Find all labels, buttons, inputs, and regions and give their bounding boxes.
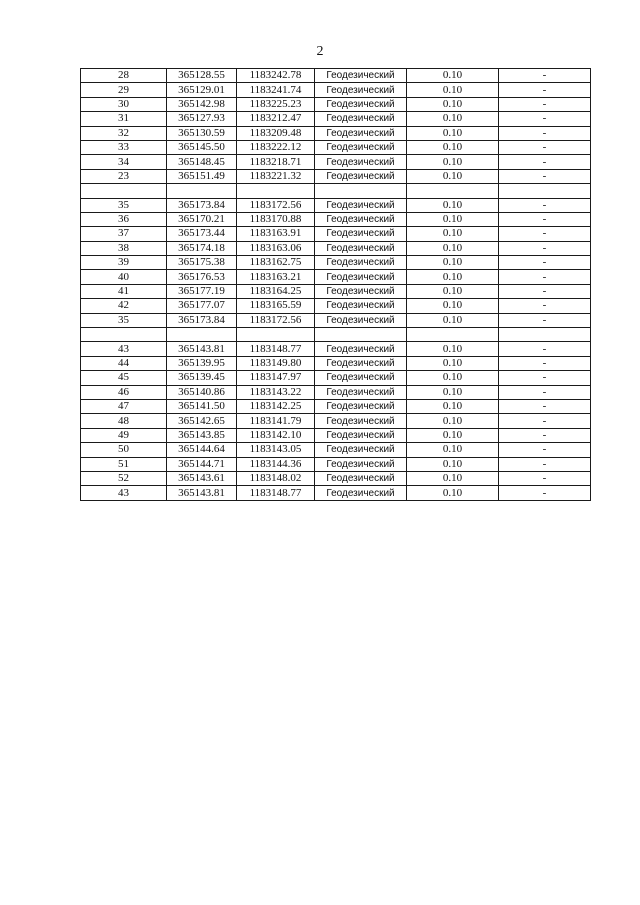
x-coordinate-cell: 365143.61 bbox=[167, 471, 237, 485]
table-row bbox=[81, 371, 591, 385]
error-cell: 0.10 bbox=[407, 169, 499, 183]
page-number: 2 bbox=[316, 44, 324, 59]
table-row-separator bbox=[81, 328, 591, 342]
method-cell: Геодезический bbox=[315, 342, 407, 356]
table-row bbox=[81, 486, 591, 500]
table-row bbox=[81, 457, 591, 471]
table-row bbox=[81, 342, 591, 356]
x-coordinate-cell: 365141.50 bbox=[167, 399, 237, 413]
point-number-cell: 43 bbox=[81, 342, 167, 356]
x-coordinate-cell: 365173.44 bbox=[167, 227, 237, 241]
method-cell: Геодезический bbox=[315, 212, 407, 226]
x-coordinate-cell: 365130.59 bbox=[167, 126, 237, 140]
method-cell: Геодезический bbox=[315, 356, 407, 370]
note-cell: - bbox=[499, 155, 591, 169]
method-cell: Геодезический bbox=[315, 169, 407, 183]
coordinates-table-body bbox=[81, 69, 591, 501]
empty-cell bbox=[237, 184, 315, 198]
y-coordinate-cell: 1183148.02 bbox=[237, 471, 315, 485]
table-row bbox=[81, 198, 591, 212]
error-cell: 0.10 bbox=[407, 112, 499, 126]
note-cell: - bbox=[499, 471, 591, 485]
error-cell: 0.10 bbox=[407, 227, 499, 241]
error-cell: 0.10 bbox=[407, 414, 499, 428]
error-cell: 0.10 bbox=[407, 299, 499, 313]
x-coordinate-cell: 365128.55 bbox=[167, 69, 237, 83]
method-cell: Геодезический bbox=[315, 471, 407, 485]
method-cell: Геодезический bbox=[315, 428, 407, 442]
method-cell: Геодезический bbox=[315, 69, 407, 83]
note-cell: - bbox=[499, 414, 591, 428]
note-cell: - bbox=[499, 356, 591, 370]
y-coordinate-cell: 1183142.10 bbox=[237, 428, 315, 442]
x-coordinate-cell: 365143.85 bbox=[167, 428, 237, 442]
table-row bbox=[81, 443, 591, 457]
y-coordinate-cell: 1183141.79 bbox=[237, 414, 315, 428]
y-coordinate-cell: 1183172.56 bbox=[237, 198, 315, 212]
x-coordinate-cell: 365170.21 bbox=[167, 212, 237, 226]
error-cell: 0.10 bbox=[407, 69, 499, 83]
empty-cell bbox=[81, 184, 167, 198]
error-cell: 0.10 bbox=[407, 126, 499, 140]
empty-cell bbox=[315, 184, 407, 198]
point-number-cell: 41 bbox=[81, 284, 167, 298]
empty-cell bbox=[315, 328, 407, 342]
point-number-cell: 50 bbox=[81, 443, 167, 457]
x-coordinate-cell: 365140.86 bbox=[167, 385, 237, 399]
point-number-cell: 36 bbox=[81, 212, 167, 226]
error-cell: 0.10 bbox=[407, 198, 499, 212]
table-row bbox=[81, 140, 591, 154]
x-coordinate-cell: 365129.01 bbox=[167, 83, 237, 97]
x-coordinate-cell: 365175.38 bbox=[167, 256, 237, 270]
error-cell: 0.10 bbox=[407, 399, 499, 413]
x-coordinate-cell: 365142.98 bbox=[167, 97, 237, 111]
y-coordinate-cell: 1183225.23 bbox=[237, 97, 315, 111]
y-coordinate-cell: 1183242.78 bbox=[237, 69, 315, 83]
method-cell: Геодезический bbox=[315, 414, 407, 428]
x-coordinate-cell: 365177.19 bbox=[167, 284, 237, 298]
error-cell: 0.10 bbox=[407, 155, 499, 169]
note-cell: - bbox=[499, 212, 591, 226]
note-cell: - bbox=[499, 371, 591, 385]
y-coordinate-cell: 1183163.06 bbox=[237, 241, 315, 255]
table-row bbox=[81, 227, 591, 241]
point-number-cell: 29 bbox=[81, 83, 167, 97]
note-cell: - bbox=[499, 97, 591, 111]
table-row bbox=[81, 155, 591, 169]
note-cell: - bbox=[499, 69, 591, 83]
point-number-cell: 43 bbox=[81, 486, 167, 500]
error-cell: 0.10 bbox=[407, 256, 499, 270]
empty-cell bbox=[407, 328, 499, 342]
empty-cell bbox=[499, 328, 591, 342]
x-coordinate-cell: 365173.84 bbox=[167, 313, 237, 327]
coordinates-table bbox=[80, 68, 591, 501]
empty-cell bbox=[499, 184, 591, 198]
error-cell: 0.10 bbox=[407, 313, 499, 327]
point-number-cell: 44 bbox=[81, 356, 167, 370]
point-number-cell: 47 bbox=[81, 399, 167, 413]
point-number-cell: 52 bbox=[81, 471, 167, 485]
y-coordinate-cell: 1183148.77 bbox=[237, 342, 315, 356]
note-cell: - bbox=[499, 126, 591, 140]
note-cell: - bbox=[499, 385, 591, 399]
x-coordinate-cell: 365177.07 bbox=[167, 299, 237, 313]
table-row bbox=[81, 399, 591, 413]
note-cell: - bbox=[499, 313, 591, 327]
table-row bbox=[81, 212, 591, 226]
error-cell: 0.10 bbox=[407, 428, 499, 442]
method-cell: Геодезический bbox=[315, 313, 407, 327]
error-cell: 0.10 bbox=[407, 471, 499, 485]
point-number-cell: 28 bbox=[81, 69, 167, 83]
note-cell: - bbox=[499, 270, 591, 284]
x-coordinate-cell: 365145.50 bbox=[167, 140, 237, 154]
x-coordinate-cell: 365144.64 bbox=[167, 443, 237, 457]
note-cell: - bbox=[499, 83, 591, 97]
note-cell: - bbox=[499, 241, 591, 255]
table-row bbox=[81, 428, 591, 442]
method-cell: Геодезический bbox=[315, 83, 407, 97]
point-number-cell: 35 bbox=[81, 198, 167, 212]
table-row bbox=[81, 241, 591, 255]
method-cell: Геодезический bbox=[315, 112, 407, 126]
method-cell: Геодезический bbox=[315, 256, 407, 270]
point-number-cell: 42 bbox=[81, 299, 167, 313]
table-row bbox=[81, 126, 591, 140]
x-coordinate-cell: 365148.45 bbox=[167, 155, 237, 169]
method-cell: Геодезический bbox=[315, 140, 407, 154]
point-number-cell: 34 bbox=[81, 155, 167, 169]
method-cell: Геодезический bbox=[315, 126, 407, 140]
note-cell: - bbox=[499, 443, 591, 457]
point-number-cell: 32 bbox=[81, 126, 167, 140]
x-coordinate-cell: 365127.93 bbox=[167, 112, 237, 126]
note-cell: - bbox=[499, 198, 591, 212]
table-row bbox=[81, 385, 591, 399]
error-cell: 0.10 bbox=[407, 385, 499, 399]
point-number-cell: 49 bbox=[81, 428, 167, 442]
table-row bbox=[81, 69, 591, 83]
error-cell: 0.10 bbox=[407, 486, 499, 500]
note-cell: - bbox=[499, 112, 591, 126]
x-coordinate-cell: 365139.95 bbox=[167, 356, 237, 370]
point-number-cell: 39 bbox=[81, 256, 167, 270]
error-cell: 0.10 bbox=[407, 457, 499, 471]
note-cell: - bbox=[499, 399, 591, 413]
table-row bbox=[81, 169, 591, 183]
point-number-cell: 48 bbox=[81, 414, 167, 428]
y-coordinate-cell: 1183147.97 bbox=[237, 371, 315, 385]
empty-cell bbox=[407, 184, 499, 198]
point-number-cell: 45 bbox=[81, 371, 167, 385]
x-coordinate-cell: 365144.71 bbox=[167, 457, 237, 471]
y-coordinate-cell: 1183143.05 bbox=[237, 443, 315, 457]
method-cell: Геодезический bbox=[315, 371, 407, 385]
x-coordinate-cell: 365143.81 bbox=[167, 486, 237, 500]
method-cell: Геодезический bbox=[315, 284, 407, 298]
table-row bbox=[81, 270, 591, 284]
y-coordinate-cell: 1183163.21 bbox=[237, 270, 315, 284]
error-cell: 0.10 bbox=[407, 97, 499, 111]
x-coordinate-cell: 365143.81 bbox=[167, 342, 237, 356]
error-cell: 0.10 bbox=[407, 342, 499, 356]
note-cell: - bbox=[499, 169, 591, 183]
note-cell: - bbox=[499, 284, 591, 298]
y-coordinate-cell: 1183162.75 bbox=[237, 256, 315, 270]
point-number-cell: 33 bbox=[81, 140, 167, 154]
point-number-cell: 35 bbox=[81, 313, 167, 327]
x-coordinate-cell: 365151.49 bbox=[167, 169, 237, 183]
note-cell: - bbox=[499, 342, 591, 356]
empty-cell bbox=[167, 184, 237, 198]
method-cell: Геодезический bbox=[315, 299, 407, 313]
y-coordinate-cell: 1183241.74 bbox=[237, 83, 315, 97]
point-number-cell: 31 bbox=[81, 112, 167, 126]
y-coordinate-cell: 1183143.22 bbox=[237, 385, 315, 399]
error-cell: 0.10 bbox=[407, 356, 499, 370]
point-number-cell: 38 bbox=[81, 241, 167, 255]
table-row bbox=[81, 313, 591, 327]
method-cell: Геодезический bbox=[315, 241, 407, 255]
note-cell: - bbox=[499, 428, 591, 442]
error-cell: 0.10 bbox=[407, 140, 499, 154]
point-number-cell: 46 bbox=[81, 385, 167, 399]
error-cell: 0.10 bbox=[407, 212, 499, 226]
note-cell: - bbox=[499, 457, 591, 471]
method-cell: Геодезический bbox=[315, 457, 407, 471]
point-number-cell: 37 bbox=[81, 227, 167, 241]
error-cell: 0.10 bbox=[407, 284, 499, 298]
x-coordinate-cell: 365173.84 bbox=[167, 198, 237, 212]
y-coordinate-cell: 1183149.80 bbox=[237, 356, 315, 370]
y-coordinate-cell: 1183148.77 bbox=[237, 486, 315, 500]
y-coordinate-cell: 1183142.25 bbox=[237, 399, 315, 413]
y-coordinate-cell: 1183165.59 bbox=[237, 299, 315, 313]
y-coordinate-cell: 1183221.32 bbox=[237, 169, 315, 183]
y-coordinate-cell: 1183172.56 bbox=[237, 313, 315, 327]
error-cell: 0.10 bbox=[407, 241, 499, 255]
table-row bbox=[81, 256, 591, 270]
x-coordinate-cell: 365139.45 bbox=[167, 371, 237, 385]
x-coordinate-cell: 365176.53 bbox=[167, 270, 237, 284]
table-row-separator bbox=[81, 184, 591, 198]
note-cell: - bbox=[499, 140, 591, 154]
error-cell: 0.10 bbox=[407, 270, 499, 284]
y-coordinate-cell: 1183222.12 bbox=[237, 140, 315, 154]
point-number-cell: 23 bbox=[81, 169, 167, 183]
method-cell: Геодезический bbox=[315, 227, 407, 241]
table-row bbox=[81, 97, 591, 111]
table-row bbox=[81, 414, 591, 428]
table-row bbox=[81, 284, 591, 298]
y-coordinate-cell: 1183212.47 bbox=[237, 112, 315, 126]
empty-cell bbox=[237, 328, 315, 342]
method-cell: Геодезический bbox=[315, 443, 407, 457]
method-cell: Геодезический bbox=[315, 155, 407, 169]
table-row bbox=[81, 112, 591, 126]
table-row bbox=[81, 471, 591, 485]
y-coordinate-cell: 1183170.88 bbox=[237, 212, 315, 226]
method-cell: Геодезический bbox=[315, 270, 407, 284]
error-cell: 0.10 bbox=[407, 371, 499, 385]
error-cell: 0.10 bbox=[407, 83, 499, 97]
y-coordinate-cell: 1183209.48 bbox=[237, 126, 315, 140]
x-coordinate-cell: 365174.18 bbox=[167, 241, 237, 255]
empty-cell bbox=[167, 328, 237, 342]
point-number-cell: 30 bbox=[81, 97, 167, 111]
table-row bbox=[81, 83, 591, 97]
y-coordinate-cell: 1183164.25 bbox=[237, 284, 315, 298]
method-cell: Геодезический bbox=[315, 486, 407, 500]
note-cell: - bbox=[499, 227, 591, 241]
point-number-cell: 40 bbox=[81, 270, 167, 284]
method-cell: Геодезический bbox=[315, 97, 407, 111]
table-row bbox=[81, 356, 591, 370]
y-coordinate-cell: 1183163.91 bbox=[237, 227, 315, 241]
note-cell: - bbox=[499, 486, 591, 500]
error-cell: 0.10 bbox=[407, 443, 499, 457]
note-cell: - bbox=[499, 256, 591, 270]
empty-cell bbox=[81, 328, 167, 342]
note-cell: - bbox=[499, 299, 591, 313]
method-cell: Геодезический bbox=[315, 198, 407, 212]
x-coordinate-cell: 365142.65 bbox=[167, 414, 237, 428]
y-coordinate-cell: 1183144.36 bbox=[237, 457, 315, 471]
method-cell: Геодезический bbox=[315, 399, 407, 413]
y-coordinate-cell: 1183218.71 bbox=[237, 155, 315, 169]
method-cell: Геодезический bbox=[315, 385, 407, 399]
point-number-cell: 51 bbox=[81, 457, 167, 471]
table-row bbox=[81, 299, 591, 313]
